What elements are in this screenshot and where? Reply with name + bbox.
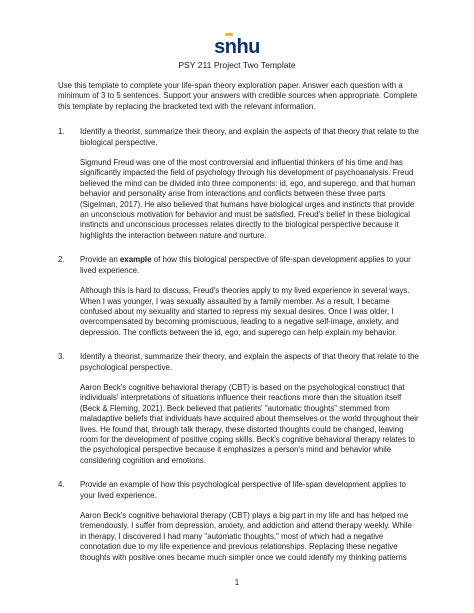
answer-text: Aaron Beck's cognitive behavioral therapy (CBT) plays a big part in my life and has helped me tremendously. I suffer from depression, anxiety, and addiction and attend therapy weekly. While in therapy, I discovered I had many "automatic thoughts," most of which had a negative connotation due to my life experience and previous relationships. Replacing these negative thoughts with positive ones became much simpler once we could identify my thinking patterns (80, 511, 412, 562)
question-text-start: Provide an (80, 255, 120, 265)
snhu-logo (0, 37, 474, 58)
page-number: 1 (234, 578, 240, 587)
item-number: 3. (58, 352, 65, 362)
list-item (58, 127, 420, 241)
answer-text: Aaron Beck's cognitive behavioral therapy (CBT) is based on the psychological construct that individuals' interpretations of situations influence their reactions more than the situation itself (Beck & Fleming, 2021). Beck believed that patients' "automatic thoughts" stemmed from maladaptive beliefs that individuals have acquired about themselves or the world throughout their lives. He found that, through talk therapy, these distorted thoughts could be changed, leaving room for the development of positive coping skills. Beck's cognitive behavioral therapy relates to the psychological perspective because it emphasizes a person's mind and behavior while considering cognition and emotions. (80, 382, 419, 465)
document-title: PSY 211 Project Two Template (178, 60, 296, 70)
list-item (58, 352, 420, 466)
question-text: Provide an example of how this psychological perspective of life-span development applies to your lived experience. (80, 480, 406, 500)
question-emphasis: example (119, 255, 152, 265)
answer-text: Although this is hard to discuss, Freud's theories apply to my lived experience in several ways. When I was younger, I was sexually assaulted by a family member. As a result, I became confused about my sexuality and started to repress my sexual desires. Once I was older, I overcompensated by becoming promiscuous, leading to a negative self-image, anxiety, and depression. The conflicts between the id, ego, and superego can help explain my behavior. (80, 286, 410, 337)
logo-wordmark: snhu (214, 36, 260, 58)
document-body (58, 81, 420, 571)
item-number: 1. (58, 127, 65, 137)
item-number: 2. (58, 255, 65, 265)
question-text (80, 255, 420, 276)
logo-accent-mark (225, 33, 233, 36)
list-item (58, 255, 420, 338)
question-text: Identify a theorist, summarize their theory, and explain the aspects of that theory that relate to the biological perspective. (80, 127, 419, 147)
intro-paragraph: Use this template to complete your life-span theory exploration paper. Answer each question with a minimum of 3 to 5 sentences. Support your answers with credible sources when appropriate. Complete this template by replacing the bracketed text with the relevant information. (58, 81, 418, 111)
question-text-end: of how this biological perspective of life-span development applies to your lived experience. (80, 255, 411, 275)
answer-text: Sigmund Freud was one of the most controversial and influential thinkers of his time and has significantly impacted the field of psychology through his development of psychoanalysis. Freud believed the mind can be divided into three components: id, ego, and superego, and that human behavior and personality arise from interactions and conflicts between these three parts (Sigelman, 2017). He also believed that humans have biological urges and instincts that provide an unconscious motivation for behavior and must be satisfied. Freud's belief in these biological instincts and unconscious processes relates directly to the biological perspective because it highlights the interaction between nature and nurture. (80, 158, 416, 240)
list-item (58, 480, 420, 563)
question-text: Identify a theorist, summarize their theory, and explain the aspects of that theory that relate to the psychological perspective. (80, 352, 419, 372)
item-number: 4. (58, 480, 65, 490)
